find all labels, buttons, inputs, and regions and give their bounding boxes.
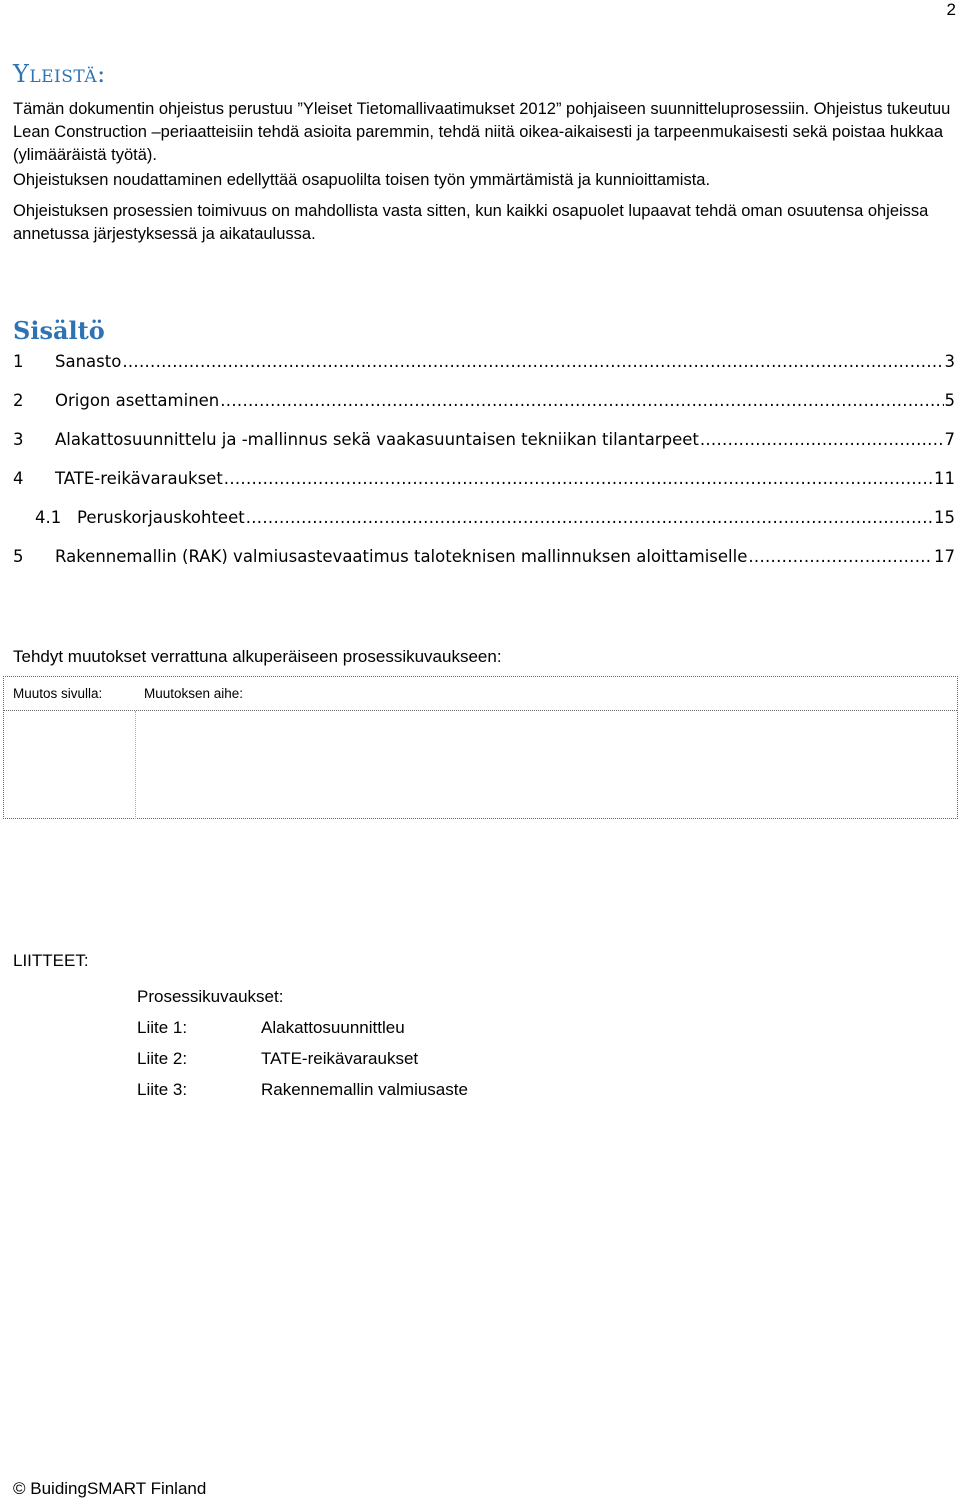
attachment-item [137, 1043, 468, 1074]
attachments-title: LIITTEET: [13, 951, 89, 970]
changes-cell-page [4, 711, 136, 819]
attachments-subtitle: Prosessikuvaukset: [137, 987, 284, 1006]
toc-page: 3 [944, 352, 955, 371]
toc-page: 11 [934, 469, 955, 488]
attachments-list [137, 981, 468, 1105]
attachment-name: TATE-reikävaraukset [261, 1049, 419, 1068]
column-header-page: Muutos sivulla: [13, 686, 103, 701]
toc-leader-dots [220, 391, 943, 410]
toc-heading: Sisältö [13, 316, 105, 345]
toc-page: 7 [944, 430, 955, 449]
toc-page: 17 [934, 547, 955, 566]
changes-table [3, 676, 958, 819]
toc-title: Alakattosuunnittelu ja -mallinnus sekä vaakasuuntaisen tekniikan tilantarpeet [55, 430, 699, 449]
toc-number: 4.1 [35, 508, 62, 527]
toc-number: 3 [13, 430, 24, 449]
toc-entry-peruskorjauskohteet[interactable] [13, 508, 955, 547]
toc-leader-dots [700, 430, 944, 449]
toc-leader-dots [224, 469, 933, 488]
attachment-name: Rakennemallin valmiusaste [261, 1080, 468, 1099]
changes-title: Tehdyt muutokset verrattuna alkuperäiseen prosessikuvaukseen: [13, 647, 502, 666]
toc-number: 5 [13, 547, 24, 566]
page-number: 2 [946, 0, 956, 19]
attachment-label: Liite 2: [137, 1049, 188, 1068]
toc-title: Peruskorjauskohteet [77, 508, 245, 527]
section-heading-general: Yleistä: [13, 60, 106, 88]
toc-entry-alakattosuunnittelu[interactable] [13, 430, 955, 469]
toc-entry-origon-asettaminen[interactable] [13, 391, 955, 430]
attachment-name: Alakattosuunnittleu [261, 1018, 405, 1037]
attachment-item [137, 1074, 468, 1105]
intro-paragraph: Ohjeistuksen noudattaminen edellyttää osapuolilta toisen työn ymmärtämistä ja kunnioittamista. [13, 171, 711, 189]
toc-leader-dots [122, 352, 943, 371]
table-of-contents [13, 352, 955, 586]
toc-title: Origon asettaminen [55, 391, 220, 410]
attachment-label: Liite 3: [137, 1080, 188, 1099]
toc-entry-tate-reikavaraukset[interactable] [13, 469, 955, 508]
toc-number: 1 [13, 352, 24, 371]
toc-number: 2 [13, 391, 24, 410]
attachment-label: Liite 1: [137, 1018, 188, 1037]
toc-page: 5 [944, 391, 955, 410]
intro-text [13, 98, 958, 254]
toc-title: Sanasto [55, 352, 122, 371]
intro-paragraph: Tämän dokumentin ohjeistus perustuu ”Yleiset Tietomallivaatimukset 2012” pohjaiseen suunnitteluprosessiin. Ohjeistus tukeutuu Lean Construction –periaatteisiin tehdä asioita paremmin, tehdä niitä oikea-aikaisesti ja tarpeenmukaisesti sekä poistaa hukkaa (ylimääräistä työtä). [13, 100, 951, 164]
footer-copyright: © BuidingSMART Finland [13, 1479, 207, 1498]
intro-paragraph: Ohjeistuksen prosessien toimivuus on mahdollista vasta sitten, kun kaikki osapuolet lupaavat tehdä oman osuutensa ohjeissa annetussa järjestyksessä ja aikataulussa. [13, 202, 929, 243]
toc-title: Rakennemallin (RAK) valmiusastevaatimus taloteknisen mallinnuksen aloittamiselle [55, 547, 748, 566]
toc-leader-dots [748, 547, 933, 566]
toc-number: 4 [13, 469, 24, 488]
column-header-subject: Muutoksen aihe: [144, 686, 244, 701]
attachment-item [137, 1012, 468, 1043]
changes-table-row [4, 711, 957, 819]
toc-title: TATE-reikävaraukset [55, 469, 223, 488]
toc-entry-sanasto[interactable] [13, 352, 955, 391]
changes-table-header [4, 677, 957, 711]
toc-entry-rakennemallin-valmiusaste[interactable] [13, 547, 955, 586]
toc-leader-dots [246, 508, 933, 527]
toc-page: 15 [934, 508, 955, 527]
